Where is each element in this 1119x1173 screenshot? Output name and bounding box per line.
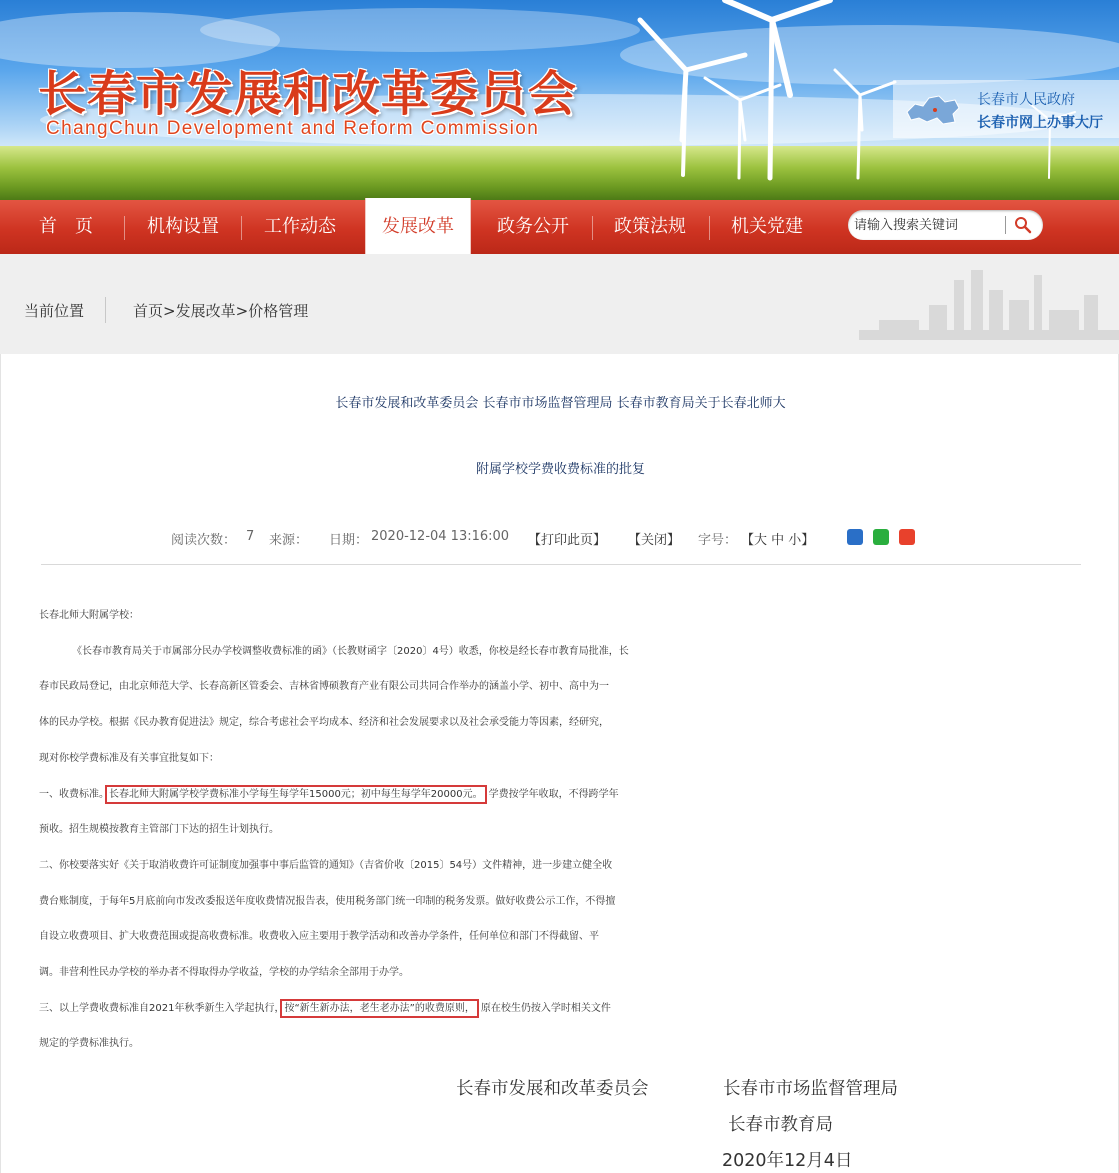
article-title-line1: 长春市发展和改革委员会 长春市市场监督管理局 长春市教育局关于长春北师大 [335, 396, 786, 411]
date-label: 日期： [329, 533, 369, 548]
article [0, 354, 1119, 1173]
site-subtitle: ChangChun Development and Reform Commission [46, 118, 540, 139]
main-nav [0, 200, 1119, 254]
search-divider [1005, 216, 1006, 234]
city-skyline-decoration [859, 270, 1119, 340]
nav-item-party-building[interactable]: 机关党建 [731, 216, 803, 237]
breadcrumb-bar [0, 254, 1119, 354]
nav-item-organization[interactable]: 机构设置 [147, 216, 219, 237]
nav-item-home[interactable]: 首 页 [39, 216, 93, 237]
gov-link-city-government[interactable]: 长春市人民政府 [977, 92, 1075, 108]
publish-date: 2020-12-04 13:16:00 [371, 529, 510, 544]
font-size-options[interactable]: 【大 中 小】 [741, 533, 815, 548]
nav-item-development-reform[interactable]: 发展改革 [365, 198, 471, 254]
item2-line: 费台账制度，于每年5月底前向市发改委报送年度收费情况报告表，使用税务部门统一印制的税务发票。做好收费公示工作，不得擅 [39, 895, 616, 907]
para1-line: 春市民政局登记，由北京师范大学、长春高新区管委会、吉林省博硕教育产业有限公司共同合作举办的涵盖小学、初中、高中为一 [39, 681, 609, 693]
principle-highlight: 按“新生新办法，老生老办法”的收费原则， [284, 1002, 475, 1014]
weibo-share-icon[interactable] [899, 529, 915, 545]
nav-item-work-news[interactable]: 工作动态 [264, 216, 336, 237]
item1-suffix: 学费按学年收取，不得跨学年 [488, 788, 619, 800]
views-label: 阅读次数： [171, 533, 237, 548]
item3-line2: 规定的学费标准执行。 [39, 1038, 139, 1050]
para1-line: 体的民办学校。根据《民办教育促进法》规定，综合考虑社会平均成本、经济和社会发展要求以及社会承受能力等因素，经研究， [39, 717, 609, 729]
item2-line: 二、你校要落实好《关于取消收费许可证制度加强事中事后监管的通知》（吉省价收〔2015〕54号）文件精神，进一步建立健全收 [39, 859, 613, 871]
para1-line: 现对你校学费标准及有关事宜批复如下： [39, 752, 219, 764]
breadcrumb-home[interactable]: 首页 [133, 302, 164, 320]
article-body [39, 598, 1084, 1062]
gov-links-panel [893, 80, 1119, 138]
item1-line [39, 777, 1084, 813]
nav-separator [709, 216, 710, 240]
search-box [848, 210, 1043, 240]
item1-prefix: 一、收费标准。 [39, 788, 109, 800]
breadcrumb-development-reform[interactable]: 发展改革 [175, 302, 236, 320]
search-icon [1008, 212, 1038, 238]
close-button[interactable]: 【关闭】 [628, 533, 681, 548]
header-banner [0, 0, 1119, 200]
item3-suffix: 原在校生仍按入学时相关文件 [480, 1002, 611, 1014]
nav-separator [241, 216, 242, 240]
breadcrumb-divider [105, 297, 106, 323]
item3-line [39, 991, 1084, 1027]
nav-separator [124, 216, 125, 240]
item2-line: 自设立收费项目、扩大收费范围或提高收费标准。收费收入应主要用于教学活动和改善办学条件，任何单位和部门不得截留、平 [39, 931, 599, 943]
breadcrumb-separator: > [163, 302, 176, 320]
tuition-highlight: 长春北师大附属学校学费标准小学每生每学年15000元；初中每生每学年20000元。 [109, 788, 483, 800]
signature-ndrc: 长春市发展和改革委员会 [456, 1079, 649, 1099]
signature-date: 2020年12月4日 [722, 1151, 853, 1171]
article-title-line2: 附属学校学费收费标准的批复 [475, 462, 645, 477]
search-input[interactable] [854, 214, 1004, 236]
breadcrumb-price-management[interactable]: 价格管理 [248, 302, 309, 320]
nav-item-government-affairs[interactable]: 政务公开 [497, 216, 569, 237]
signature-education-bureau: 长春市教育局 [728, 1115, 833, 1135]
breadcrumb-separator: > [235, 302, 249, 320]
breadcrumb [133, 300, 308, 321]
breadcrumb-label: 当前位置 [24, 302, 85, 320]
source-label: 来源： [269, 533, 309, 548]
wechat-share-icon[interactable] [873, 529, 889, 545]
meta-divider [41, 564, 1081, 565]
item3-prefix: 三、以上学费收费标准自2021年秋季新生入学起执行， [39, 1002, 285, 1014]
jilin-map-icon [903, 88, 963, 130]
site-title: 长春市发展和改革委员会 [38, 66, 578, 122]
signature-market-supervision: 长春市市场监督管理局 [723, 1079, 898, 1099]
item1-line2: 预收。招生规模按教育主管部门下达的招生计划执行。 [39, 824, 279, 836]
para1-line: 《长春市教育局关于市属部分民办学校调整收费标准的函》（长教财函字〔2020〕4号）收悉，你校是经长春市教育局批准，长 [72, 645, 629, 657]
font-size-label: 字号： [698, 533, 738, 548]
item2-line: 调。非营利性民办学校的举办者不得取得办学收益，学校的办学结余全部用于办学。 [39, 967, 409, 979]
gov-link-online-services[interactable]: 长春市网上办事大厅 [977, 115, 1103, 131]
nav-separator [592, 216, 593, 240]
search-button[interactable] [1008, 212, 1038, 238]
print-button[interactable]: 【打印此页】 [528, 533, 607, 548]
qq-share-icon[interactable] [847, 529, 863, 545]
nav-item-policies[interactable]: 政策法规 [614, 216, 686, 237]
views-count: 7 [246, 529, 255, 544]
salutation: 长春北师大附属学校： [39, 610, 139, 621]
